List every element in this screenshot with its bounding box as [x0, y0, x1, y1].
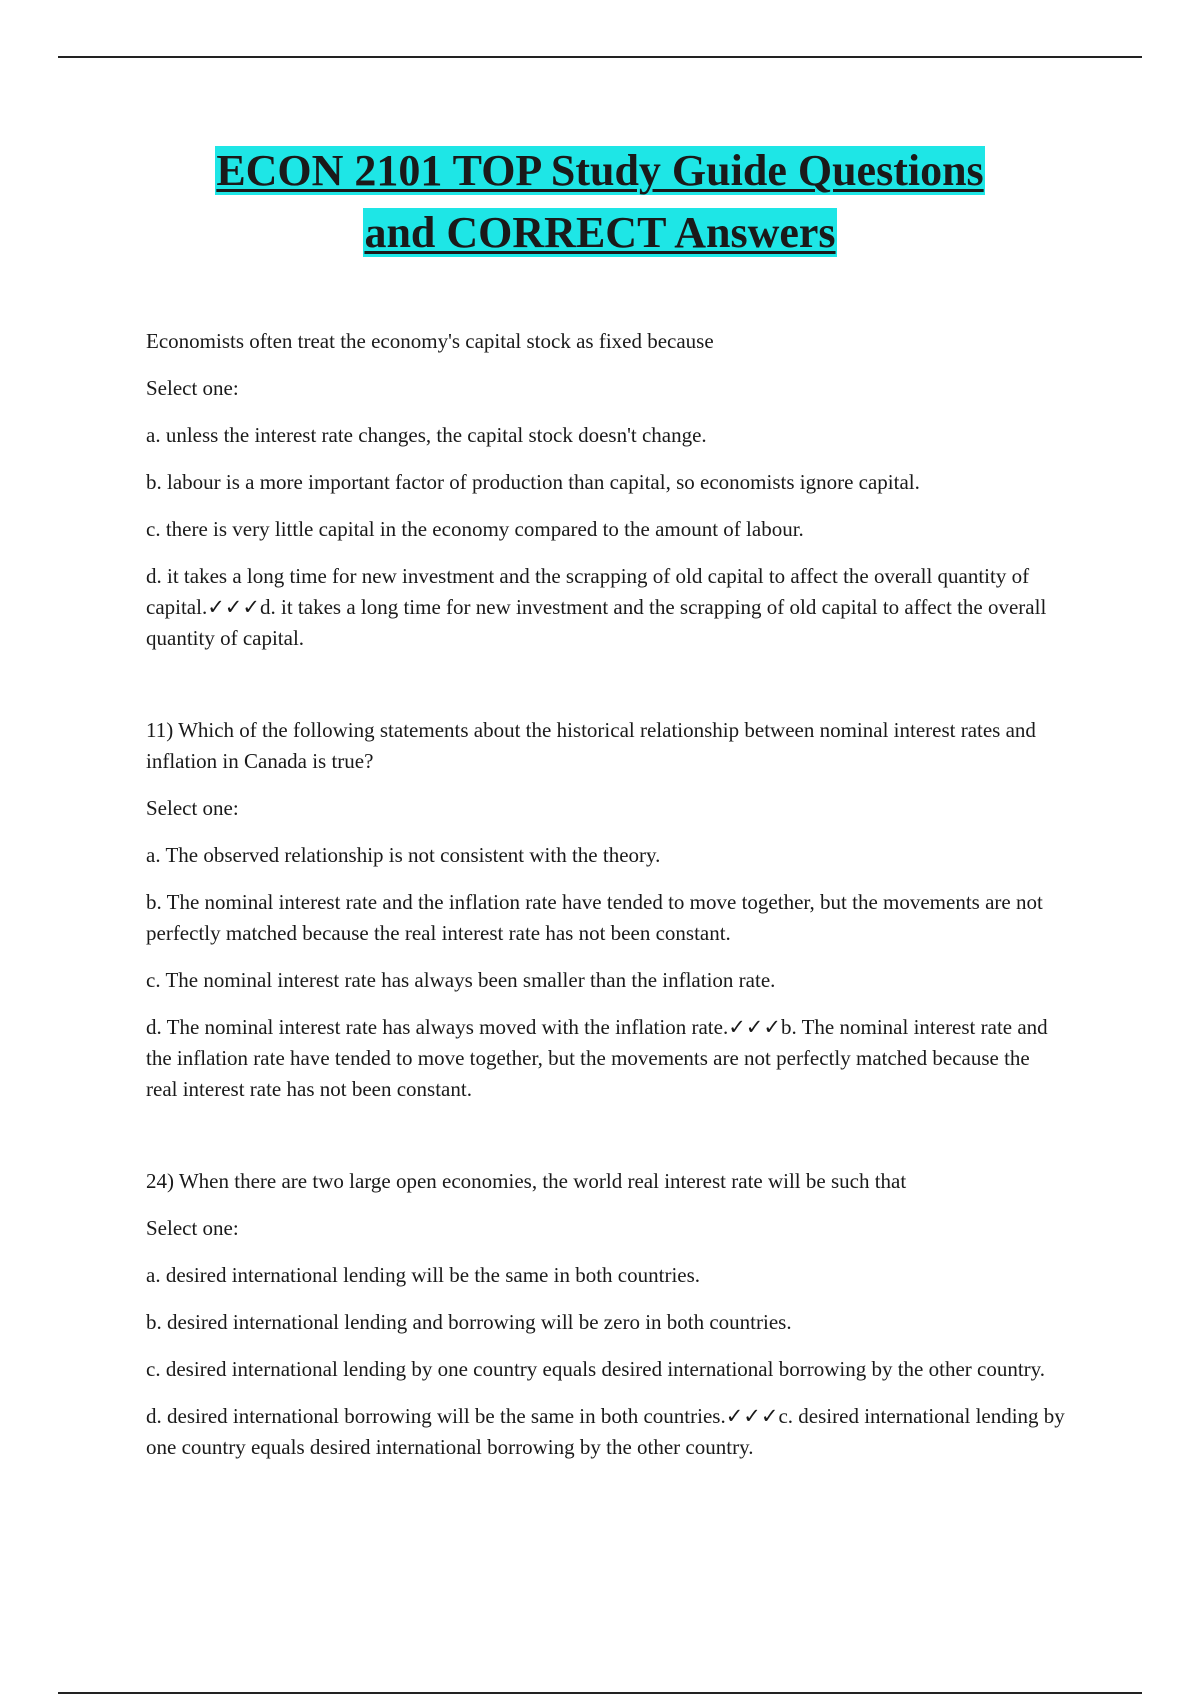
option-d-with-answer: d. desired international borrowing will be the same in both countries.✓✓✓c. desired international lending by one country equals desired international borrowing by the other country.	[146, 1404, 1065, 1459]
select-one-prompt: Select one:	[146, 376, 239, 400]
option-b: b. The nominal interest rate and the inflation rate have tended to move together, but the movements are not perfectly matched because the real interest rate has not been constant.	[146, 890, 1043, 945]
option-a: a. unless the interest rate changes, the capital stock doesn't change.	[146, 423, 707, 447]
question-stem: 24) When there are two large open economies, the world real interest rate will be such that	[146, 1169, 907, 1193]
bottom-rule	[58, 1692, 1142, 1694]
question-block-1	[146, 326, 1066, 654]
option-c: c. The nominal interest rate has always been smaller than the inflation rate.	[146, 968, 776, 992]
question-block-3	[146, 1166, 1066, 1463]
option-a: a. desired international lending will be the same in both countries.	[146, 1263, 701, 1287]
title-line-2: and CORRECT Answers	[364, 208, 836, 257]
option-d-with-answer: d. it takes a long time for new investment and the scrapping of old capital to affect the overall quantity of capital.✓✓✓d. it takes a long time for new investment and the scrapping of old capital to affect the overall quantity of capital.	[146, 564, 1047, 650]
question-list	[146, 326, 1066, 1524]
select-one-prompt: Select one:	[146, 1216, 239, 1240]
top-rule	[58, 56, 1142, 58]
option-b: b. labour is a more important factor of production than capital, so economists ignore capital.	[146, 470, 920, 494]
question-stem: 11) Which of the following statements about the historical relationship between nominal interest rates and inflation in Canada is true?	[146, 718, 1036, 773]
option-c: c. there is very little capital in the economy compared to the amount of labour.	[146, 517, 804, 541]
title-line-1: ECON 2101 TOP Study Guide Questions	[216, 146, 984, 195]
option-a: a. The observed relationship is not consistent with the theory.	[146, 843, 661, 867]
question-stem: Economists often treat the economy's capital stock as fixed because	[146, 329, 714, 353]
option-d-with-answer: d. The nominal interest rate has always moved with the inflation rate.✓✓✓b. The nominal interest rate and the inflation rate have tended to move together, but the movements are not perfectly matched because the real interest rate has not been constant.	[146, 1015, 1048, 1101]
option-c: c. desired international lending by one country equals desired international borrowing by the other country.	[146, 1357, 1046, 1381]
question-block-2	[146, 715, 1066, 1105]
option-b: b. desired international lending and borrowing will be zero in both countries.	[146, 1310, 792, 1334]
document-title	[0, 140, 1200, 264]
select-one-prompt: Select one:	[146, 796, 239, 820]
